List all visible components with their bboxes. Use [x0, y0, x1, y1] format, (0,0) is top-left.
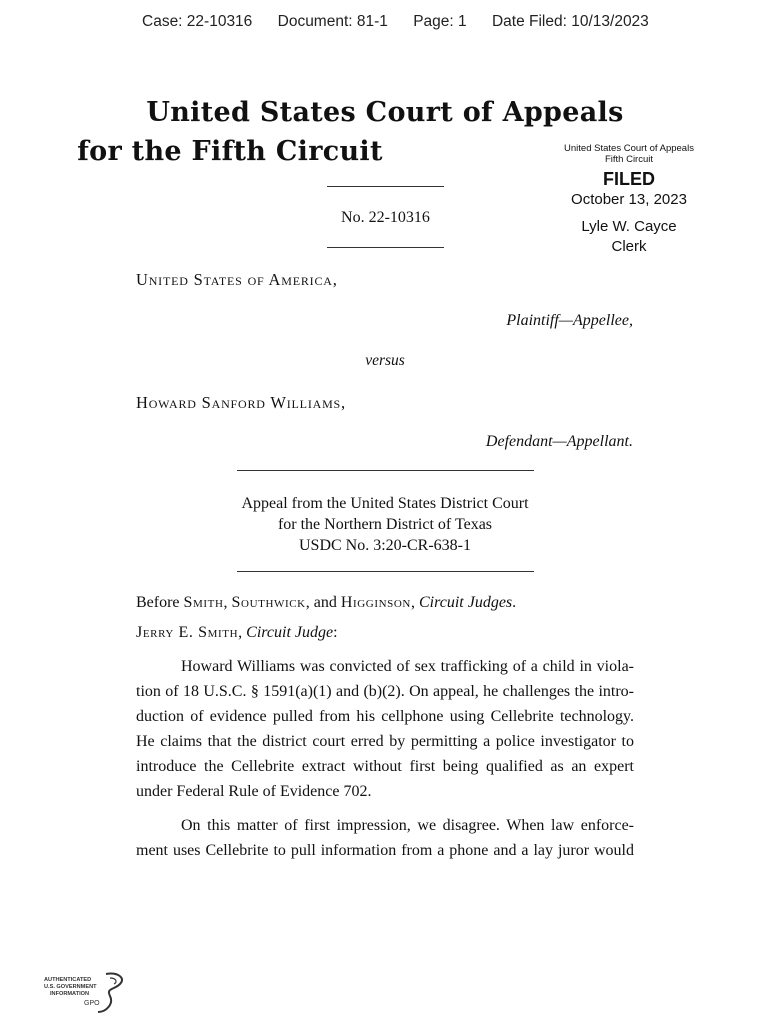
before-label: Before [136, 594, 184, 611]
date-filed: Date Filed: 10/13/2023 [491, 13, 649, 30]
opinion-paragraph-1 [136, 654, 634, 804]
author-title: Circuit Judge [246, 624, 334, 641]
paragraph-line: On this matter of first impression, we disagree. When law enforce- [181, 817, 634, 834]
seal-line4: GPO [84, 1000, 100, 1007]
filed-stamp [556, 143, 702, 256]
appeal-line1: Appeal from the United States District Court [241, 495, 529, 512]
separator: , [223, 594, 232, 611]
docket-number: No. 22-10316 [341, 209, 430, 226]
separator: , [410, 594, 419, 611]
stamp-circuit: Fifth Circuit [604, 154, 654, 165]
paragraph-line: Howard Williams was convicted of sex trafficking of a child in viola- [181, 658, 634, 675]
judge-name: Higginson [340, 594, 411, 611]
seal-line2: U.S. GOVERNMENT [44, 984, 97, 990]
court-title-line1: United States Court of Appeals [146, 97, 624, 128]
judge-name: Southwick [231, 594, 306, 611]
page-number: Page: 1 [413, 13, 467, 30]
stamp-court: United States Court of Appeals [564, 143, 694, 154]
stamp-status: FILED [603, 169, 655, 189]
divider [327, 247, 444, 248]
author-line [136, 624, 338, 642]
separator: , [238, 624, 247, 641]
punctuation: . [512, 594, 517, 611]
appeal-block [200, 493, 570, 556]
paragraph-line: duction of evidence pulled from his cellphone using Cellebrite technology. [136, 708, 634, 725]
seal-line1: AUTHENTICATED [44, 977, 92, 983]
paragraph-line: He claims that the district court erred by permitting a police investigator to [136, 733, 634, 750]
case-number: Case: 22-10316 [142, 13, 253, 30]
separator: , and [305, 594, 341, 611]
appeal-line3: USDC No. 3:20-CR-638-1 [298, 537, 471, 554]
stamp-clerk-title: Clerk [611, 238, 647, 255]
paragraph-line: under Federal Rule of Evidence 702. [136, 783, 372, 800]
document-number: Document: 81-1 [277, 13, 388, 30]
divider [327, 186, 444, 187]
seal-line3: INFORMATION [50, 991, 90, 997]
divider [237, 571, 534, 572]
opinion-paragraph-2 [136, 813, 634, 863]
plaintiff-name: United States of America, [136, 270, 338, 289]
court-title-line2: for the Fifth Circuit [77, 136, 383, 167]
author-name: Jerry E. Smith [136, 624, 239, 641]
gpo-authenticated-seal-icon [44, 972, 128, 1016]
paragraph-line: tion of 18 U.S.C. § 1591(a)(1) and (b)(2). On appeal, he challenges the intro- [136, 683, 634, 700]
appeal-line2: for the Northern District of Texas [277, 516, 493, 533]
case-header [142, 13, 670, 31]
panel-line [136, 594, 516, 612]
punctuation: : [333, 624, 338, 641]
defendant-role: Defendant—Appellant. [485, 433, 633, 450]
paragraph-line: ment uses Cellebrite to pull information from a phone and a lay juror would [136, 842, 634, 859]
judges-title: Circuit Judges [418, 594, 513, 611]
stamp-clerk-name: Lyle W. Cayce [581, 218, 677, 235]
plaintiff-role: Plaintiff—Appellee, [506, 312, 633, 329]
stamp-date: October 13, 2023 [571, 191, 687, 208]
paragraph-line: introduce the Cellebrite extract without first being qualified as an expert [136, 758, 634, 775]
judge-name: Smith [183, 594, 224, 611]
defendant-name: Howard Sanford Williams, [136, 393, 346, 412]
divider [237, 470, 534, 471]
versus-label: versus [365, 352, 405, 369]
